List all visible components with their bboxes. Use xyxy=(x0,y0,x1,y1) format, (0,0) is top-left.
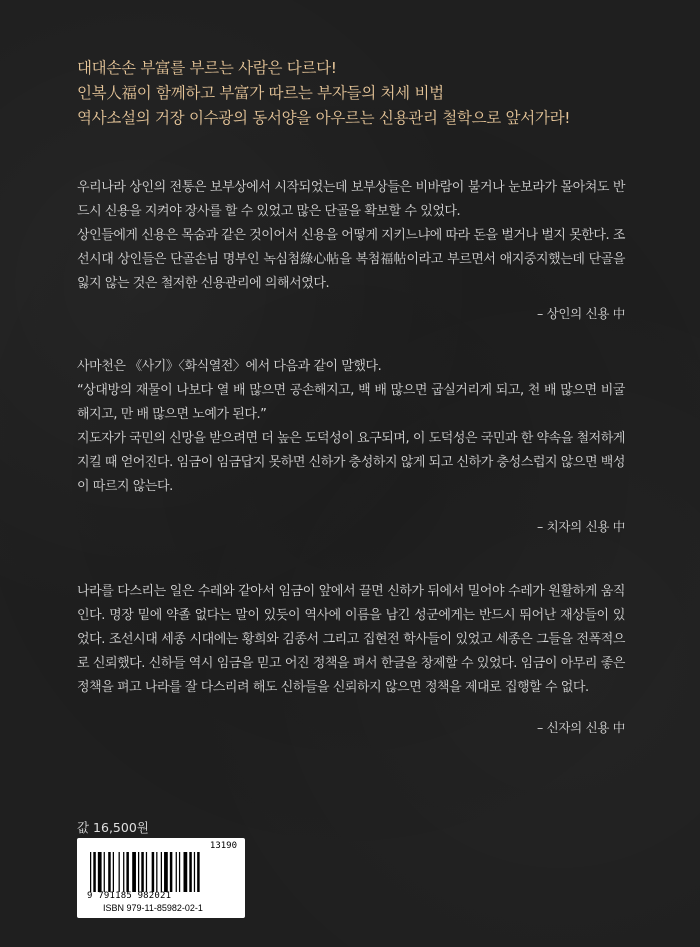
isbn-number: ISBN 979-11-85982-02-1 xyxy=(103,903,203,913)
headline-1: 대대손손 부富를 부르는 사람은 다르다! xyxy=(77,59,337,77)
price-label: 값 16,500원 xyxy=(77,820,149,835)
paragraph: 상인들에게 신용은 목숨과 같은 것이어서 신용을 어떻게 지키느냐에 따라 돈을 벌거나 벌지 못한다. 조선시대 상인들은 단골손님 명부인 녹심첨綠心帖을 복첨福帖이라고 부르면서 애지중지했는데 단골을 잃지 않는 것은 철저한 신용관리에 의해서였다. xyxy=(77,228,625,291)
barcode-digits: 9 791185 982021 xyxy=(87,891,172,901)
paragraph: 나라를 다스리는 일은 수레와 같아서 임금이 앞에서 끌면 신하가 뒤에서 밀어야 수레가 원활하게 움직인다. 명장 밑에 약졸 없다는 말이 있듯이 역사에 이름을 남긴 성군에게는 반드시 뛰어난 재상들이 있었다. 조선시대 세종 시대에는 황희와 김종서 그리고 집현전 학사들이 있었고 세종은 그들을 전폭적으로 신뢰했다. 신하들 역시 임금을 믿고 어진 정책을 펴서 한글을 창제할 수 있었다. 임금이 아무리 좋은 정책을 펴고 나라를 잘 다스리려 해도 신하들을 신뢰하지 않으면 정책을 제대로 집행할 수 없다. xyxy=(77,584,625,695)
barcode-addon: 13190 xyxy=(209,841,237,851)
paragraph: 지도자가 국민의 신망을 받으려면 더 높은 도덕성이 요구되며, 이 도덕성은 국민과 한 약속을 철저하게 지킬 때 얻어진다. 임금이 임금답지 못하면 신하가 충성하지 않게 되고 신하가 충성스럽지 않으면 백성이 따르지 않는다. xyxy=(77,431,625,494)
paragraph: 우리나라 상인의 전통은 보부상에서 시작되었는데 보부상들은 비바람이 불거나 눈보라가 몰아쳐도 반드시 신용을 지켜야 장사를 할 수 있었고 많은 단골을 확보할 수 있었다. xyxy=(77,180,625,219)
excerpt-subject xyxy=(77,580,625,736)
isbn-barcode xyxy=(77,838,245,918)
headline-3: 역사소설의 거장 이수광의 동서양을 아우르는 신용관리 철학으로 앞서가라! xyxy=(77,109,571,127)
barcode-bars xyxy=(90,852,235,892)
excerpt-source: – 치자의 신용 中 xyxy=(536,519,625,534)
quote: “상대방의 재물이 나보다 열 배 많으면 공손해지고, 백 배 많으면 굽실거리게 되고, 천 배 많으면 비굴해지고, 만 배 많으면 노예가 된다.” xyxy=(77,383,625,422)
excerpt-ruler xyxy=(77,355,625,535)
excerpt-source: – 신자의 신용 中 xyxy=(536,720,625,735)
excerpt-merchant xyxy=(77,176,625,322)
headline-2: 인복人福이 함께하고 부富가 따르는 부자들의 처세 비법 xyxy=(77,84,444,102)
paragraph: 사마천은 《사기》〈화식열전〉에서 다음과 같이 말했다. xyxy=(77,359,382,374)
headline-block xyxy=(77,56,677,131)
excerpt-source: – 상인의 신용 中 xyxy=(536,306,625,321)
